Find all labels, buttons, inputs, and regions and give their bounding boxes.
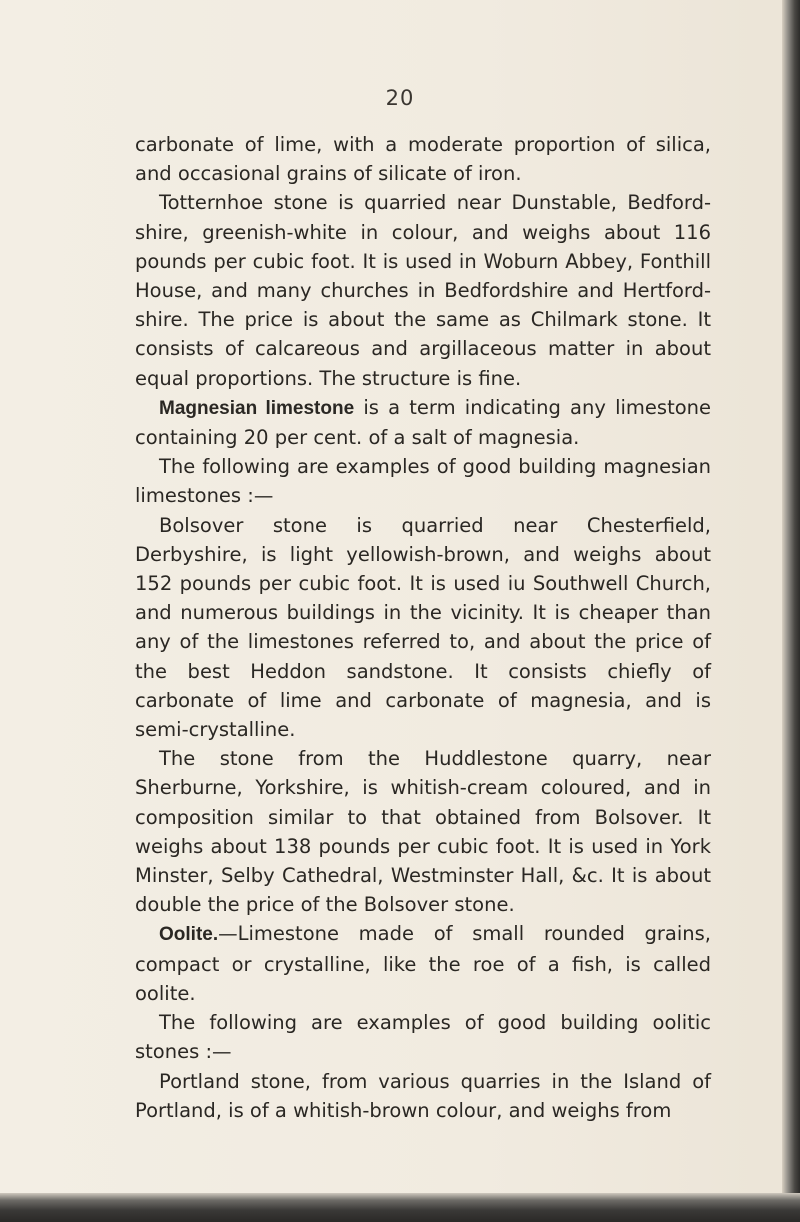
paragraph-oolitic-examples: The following are examples of good building oolitic stones :— <box>135 1011 711 1064</box>
paragraph-magnesian-text: is a term indicating any limestone containing 20 per cent. of a salt of magnesia. <box>135 395 711 450</box>
page-bottom-edge <box>0 1193 800 1222</box>
page-edge-shadow <box>782 0 800 1222</box>
paragraph-oolite <box>135 919 711 1008</box>
paragraph-1: carbonate of lime, with a moderate proportion of silica, and occasional grains of silicate of iron. <box>135 133 711 186</box>
term-magnesian-limestone: Magnesian limestone <box>159 397 355 419</box>
page-number: 20 <box>385 86 415 110</box>
paragraph-bolsover: Bolsover stone is quarried near Chesterfield, Derbyshire, is light yellowish-brown, and weighs about 152 pounds per cubic foot. It is used iu Southwell Church, and numerous buildings in the vicinity. It is cheaper than any of the limestones referred to, and about the price of the best Heddon sandstone. It consists chiefly of carbonate of lime and carbonate of magnesia, and is semi-crystalline. <box>135 513 711 742</box>
body-text <box>135 130 711 1125</box>
paragraph-portland: Portland stone, from various quarries in the Island of Portland, is of a whitish-brown colour, and weighs from <box>135 1069 711 1122</box>
paragraph-magnesian-limestone <box>135 393 711 452</box>
paragraph-huddlestone: The stone from the Huddlestone quarry, near Sherburne, Yorkshire, is whitish-cream coloured, and in composition similar to that obtained from Bolsover. It weighs about 138 pounds per cubic foot. It is used in York Minster, Selby Cathedral, Westminster Hall, &c. It is about double the price of the Bolsover stone. <box>135 747 711 917</box>
term-oolite: Oolite. <box>159 924 219 946</box>
paragraph-magnesian-examples: The following are examples of good building magnesian limestones :— <box>135 455 711 508</box>
paragraph-oolite-text: —Limestone made of small rounded grains, compact or crystalline, like the roe of a fish, is called oolite. <box>135 922 711 1005</box>
paragraph-totternhoe: Totternhoe stone is quarried near Dunstable, Bedford-shire, greenish-white in colour, and weighs about 116 pounds per cubic foot. It is used in Woburn Abbey, Fonthill House, and many churches in Bedfordshire and Hertford-shire. The price is about the same as Chilmark stone. It consists of calcareous and argillaceous matter in about equal proportions. The structure is fine. <box>135 191 711 390</box>
